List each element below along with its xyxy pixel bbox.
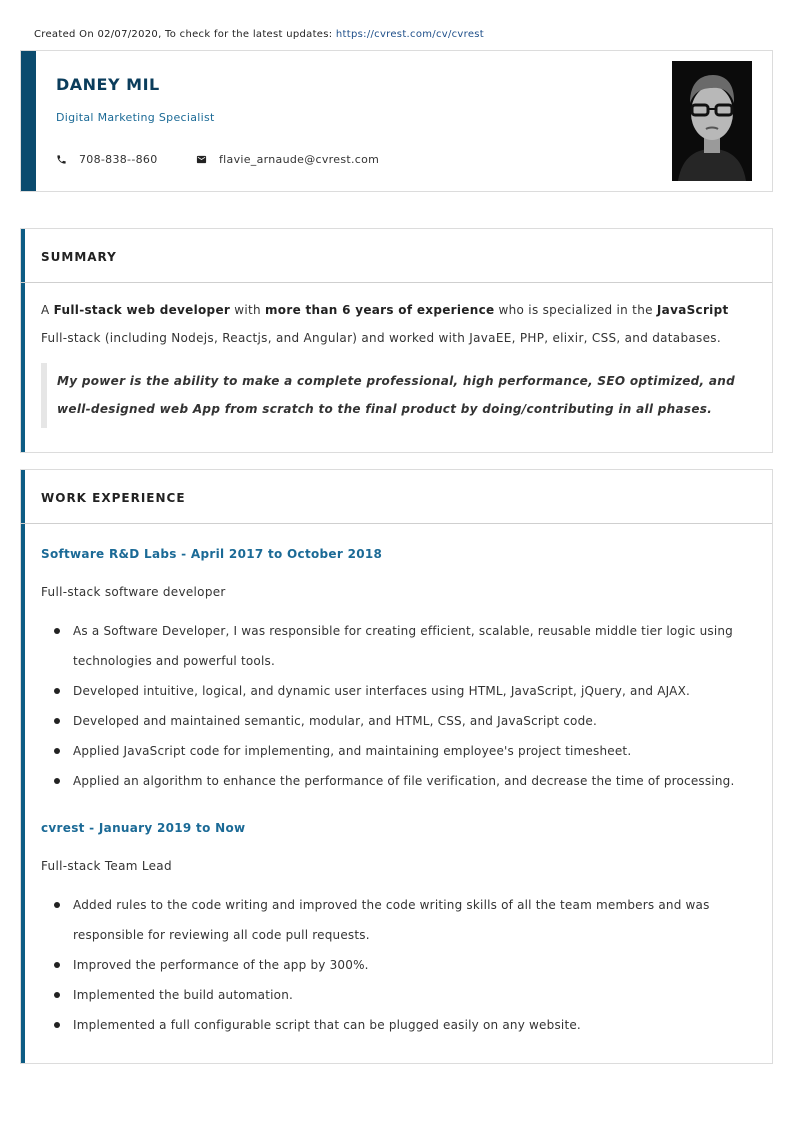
phone-contact (56, 153, 158, 166)
list-item: Developed and maintained semantic, modular, and HTML, CSS, and JavaScript code. (41, 706, 741, 736)
creation-note (34, 29, 484, 40)
summary-quote (41, 363, 747, 428)
list-item: As a Software Developer, I was responsible for creating efficient, scalable, reusable middle tier logic using technologies and powerful tools. (41, 616, 741, 676)
job-bullets (41, 616, 741, 796)
job-role: Full-stack software developer (41, 585, 226, 599)
list-item: Developed intuitive, logical, and dynamic user interfaces using HTML, JavaScript, jQuery, and AJAX. (41, 676, 741, 706)
summary-text-part: who is specialized in the (494, 303, 657, 317)
summary-text-part: A (41, 303, 54, 317)
summary-text-part: with (230, 303, 265, 317)
job-role: Full-stack Team Lead (41, 859, 172, 873)
envelope-icon (196, 154, 207, 165)
job-heading: cvrest - January 2019 to Now (41, 821, 246, 835)
job-bullets (41, 890, 741, 1040)
list-item: Added rules to the code writing and improved the code writing skills of all the team members and was responsible for reviewing all code pull requests. (41, 890, 741, 950)
list-item: Applied JavaScript code for implementing, and maintaining employee's project timesheet. (41, 736, 741, 766)
header-accent-bar (21, 51, 36, 191)
summary-section (20, 228, 773, 453)
list-item: Improved the performance of the app by 300%. (41, 950, 741, 980)
summary-heading: SUMMARY (41, 250, 117, 264)
summary-header (21, 229, 772, 283)
phone-number: 708-838--860 (79, 153, 158, 166)
work-header (21, 470, 772, 524)
email-contact (196, 153, 379, 166)
summary-emphasis: Full-stack web developer (53, 303, 231, 317)
profile-photo (672, 61, 752, 181)
summary-emphasis: more than 6 years of experience (265, 303, 495, 317)
list-item: Applied an algorithm to enhance the performance of file verification, and decrease the time of processing. (41, 766, 741, 796)
work-heading: WORK EXPERIENCE (41, 491, 186, 505)
summary-text (41, 296, 741, 352)
summary-emphasis: JavaScript (656, 303, 729, 317)
phone-icon (56, 154, 67, 165)
update-link[interactable]: https://cvrest.com/cv/cvrest (335, 29, 485, 40)
profile-header (20, 50, 773, 192)
job-heading: Software R&D Labs - April 2017 to October 2018 (41, 547, 383, 561)
work-accent-bar (21, 470, 25, 1063)
person-name: DANEY MIL (56, 75, 160, 94)
list-item: Implemented a full configurable script that can be plugged easily on any website. (41, 1010, 741, 1040)
summary-quote-text: My power is the ability to make a complete professional, high performance, SEO optimized, and well-designed web App from scratch to the final product by doing/contributing in all phases. (57, 374, 736, 416)
work-experience-section (20, 469, 773, 1064)
email-address: flavie_arnaude@cvrest.com (219, 153, 380, 166)
summary-text-part: Full-stack (including Nodejs, Reactjs, and Angular) and worked with JavaEE, PHP, elixir, CSS, and databases. (41, 331, 721, 345)
job-title: Digital Marketing Specialist (56, 111, 215, 124)
list-item: Implemented the build automation. (41, 980, 741, 1010)
creation-text: Created On 02/07/2020, To check for the latest updates: (34, 29, 336, 40)
